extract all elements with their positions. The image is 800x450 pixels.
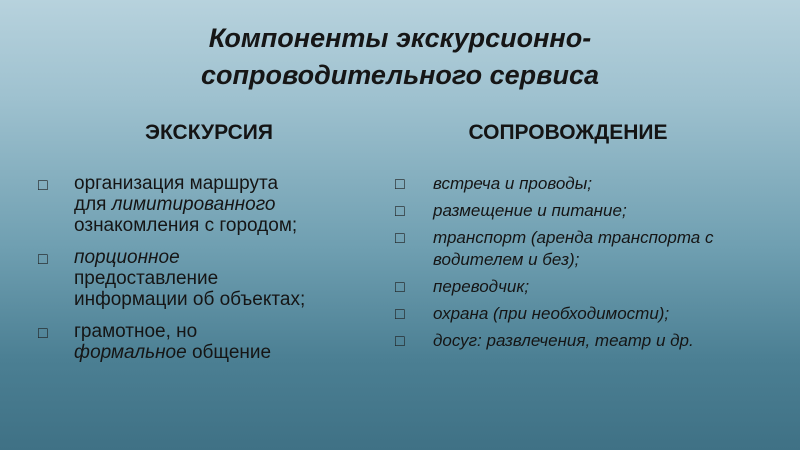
escort-item-leisure [395, 330, 770, 352]
square-bullet-icon: □ [38, 251, 48, 268]
escort-item-accommodation [395, 200, 770, 222]
escort-item-transport [395, 227, 770, 271]
escort-item-leisure-text: досуг: развлечения, театр и др. [433, 331, 694, 350]
square-bullet-icon: □ [395, 333, 405, 350]
escort-item-transport-text: транспорт (аренда транспорта с водителем и без); [433, 228, 714, 269]
excursion-item-communication-line-2a: формальное [74, 342, 187, 363]
square-bullet-icon: □ [395, 279, 405, 296]
excursion-item-communication-line-2b: общение [186, 342, 272, 363]
slide-title-line-1: Компоненты экскурсионно- [208, 23, 592, 53]
escort-item-security [395, 303, 770, 325]
square-bullet-icon: □ [395, 176, 405, 193]
excursion-item-route-line-1: организация маршрута [74, 173, 279, 194]
square-bullet-icon: □ [395, 203, 405, 220]
slide-title-line-2: сопроводительного сервиса [200, 60, 599, 90]
escort-item-meeting-text: встреча и проводы; [433, 174, 592, 193]
excursion-item-information-line-1: порционное [74, 247, 180, 268]
excursion-item-route-line-3: ознакомления с городом; [74, 215, 298, 236]
square-bullet-icon: □ [38, 325, 48, 342]
slide-title [0, 20, 800, 94]
escort-heading: СОПРОВОЖДЕНИЕ [468, 121, 668, 144]
excursion-item-communication-line-1: грамотное, но [74, 321, 198, 342]
excursion-heading: ЭКСКУРСИЯ [145, 121, 273, 144]
square-bullet-icon: □ [395, 306, 405, 323]
escort-item-meeting [395, 173, 770, 195]
excursion-item-information-line-3: информации об объектах; [74, 289, 306, 310]
excursion-item-information-line-2: предоставление [74, 268, 219, 289]
square-bullet-icon: □ [38, 177, 48, 194]
escort-list [395, 173, 770, 357]
excursion-item-communication [38, 321, 388, 363]
escort-item-translator [395, 276, 770, 298]
excursion-list [38, 173, 388, 374]
escort-item-security-text: охрана (при необходимости); [433, 304, 670, 323]
excursion-item-route-line-2b: лимитированного [111, 194, 276, 215]
escort-item-translator-text: переводчик; [433, 277, 530, 296]
square-bullet-icon: □ [395, 230, 405, 247]
escort-item-accommodation-text: размещение и питание; [433, 201, 627, 220]
excursion-item-information [38, 247, 388, 310]
excursion-item-route [38, 173, 388, 236]
excursion-item-route-line-2a: для [74, 194, 112, 215]
